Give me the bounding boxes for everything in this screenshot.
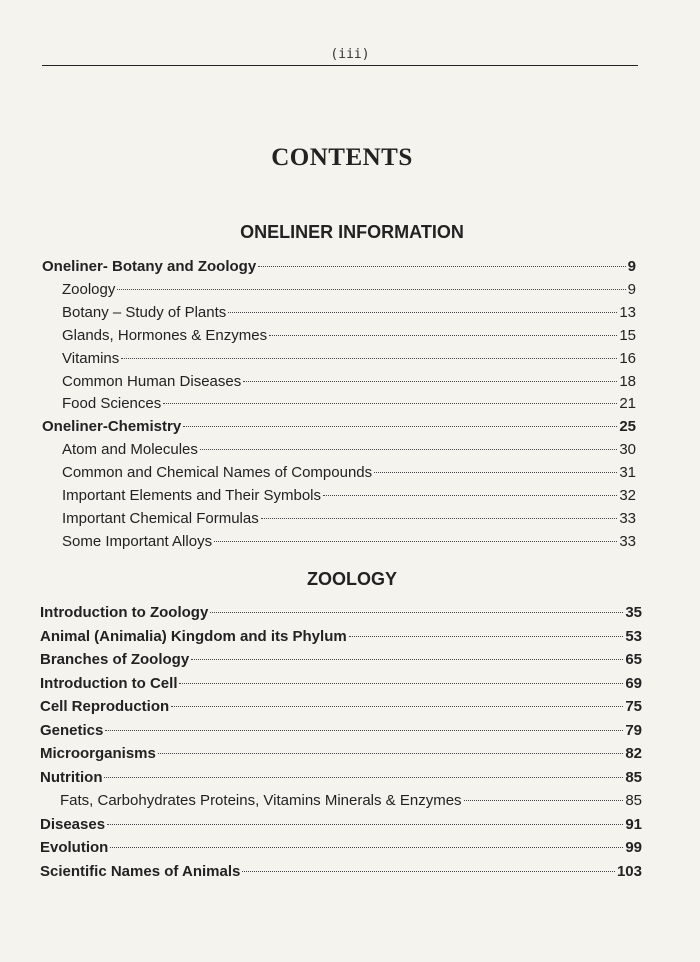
toc-entry-page: 53 [625, 627, 642, 645]
dot-leader [374, 472, 617, 473]
toc-entry-label: Introduction to Zoology [40, 604, 209, 621]
toc-entry [40, 626, 642, 648]
toc-entry-label: Fats, Carbohydrates Proteins, Vitamins Minerals & Enzymes [60, 792, 462, 809]
dot-leader [183, 426, 617, 427]
section-heading-oneliner: ONELINER INFORMATION [240, 222, 464, 242]
dot-leader [243, 381, 617, 382]
dot-leader [323, 495, 617, 496]
toc-entry-page: 79 [625, 721, 642, 739]
toc-entry [62, 462, 636, 484]
section-heading-zoology: ZOOLOGY [307, 569, 397, 589]
toc-entry-label: Scientific Names of Animals [40, 862, 241, 880]
page-title: CONTENTS [271, 144, 413, 171]
toc-entry-label: Nutrition [40, 768, 103, 786]
toc-entry [60, 790, 642, 812]
page-number: (iii) [330, 47, 370, 62]
toc-entry-page: 31 [619, 464, 636, 482]
dot-leader [163, 403, 617, 404]
toc-entry [62, 325, 636, 347]
toc-entry-page: 21 [619, 395, 636, 413]
dot-leader [210, 612, 623, 613]
dot-leader [179, 683, 623, 684]
toc-entry-page: 25 [619, 418, 636, 436]
toc-entry [62, 508, 636, 530]
dot-leader [200, 449, 617, 450]
dot-leader [214, 541, 617, 542]
toc-entry [40, 814, 642, 836]
toc-entry-label: Atom and Molecules [62, 441, 198, 459]
toc-entry-page: 32 [619, 487, 636, 504]
toc-entry [62, 531, 636, 553]
dot-leader [464, 800, 624, 801]
toc-entry-label: Some Important Alloys [62, 532, 213, 550]
toc-entry-page: 82 [625, 745, 642, 762]
toc-entry [40, 861, 642, 883]
dot-leader [117, 289, 625, 290]
toc-entry-label: Important Elements and Their Symbols [62, 487, 322, 504]
dot-leader [104, 777, 623, 778]
toc-entry [40, 743, 642, 765]
toc-entry-label: Branches of Zoology [40, 651, 190, 668]
header-rule [42, 65, 638, 66]
dot-leader [258, 266, 625, 267]
toc-entry [40, 767, 642, 789]
toc-entry-label: Microorganisms [40, 745, 156, 762]
toc-entry [40, 696, 642, 718]
dot-leader [110, 847, 623, 848]
toc-entry-page: 30 [619, 441, 636, 459]
toc-entry-page: 16 [619, 349, 636, 367]
toc-entry-label: Genetics [40, 721, 104, 739]
toc-entry-label: Oneliner- Botany and Zoology [42, 258, 257, 275]
dot-leader [261, 518, 618, 519]
toc-entry-page: 91 [625, 815, 642, 833]
toc-entry-label: Diseases [40, 815, 106, 833]
toc-entry [62, 439, 636, 461]
toc-entry-label: Cell Reproduction [40, 698, 170, 715]
toc-entry [40, 602, 642, 624]
dot-leader [105, 730, 623, 731]
toc-entry [40, 720, 642, 742]
toc-entry-page: 9 [627, 258, 636, 275]
toc-entry [62, 302, 636, 324]
toc-entry [62, 393, 636, 415]
dot-leader [171, 706, 623, 707]
toc-entry [40, 837, 642, 859]
dot-leader [191, 659, 623, 660]
toc-entry-label: Vitamins [62, 349, 120, 367]
dot-leader [269, 335, 617, 336]
toc-entry-page: 103 [616, 862, 642, 880]
toc-entry-page: 15 [619, 326, 636, 344]
toc-entry-page: 85 [625, 768, 642, 786]
toc-entry-page: 75 [625, 698, 642, 715]
toc-entry-label: Botany – Study of Plants [62, 303, 227, 321]
toc-entry-page: 99 [625, 839, 642, 856]
toc-entry-label: Animal (Animalia) Kingdom and its Phylum [40, 627, 347, 645]
toc-entry [62, 485, 636, 507]
dot-leader [107, 824, 623, 825]
toc-entry-page: 33 [619, 509, 636, 527]
toc-entry-page: 33 [619, 532, 636, 550]
dot-leader [158, 753, 623, 754]
toc-entry-page: 18 [619, 372, 636, 390]
toc-entry-page: 13 [619, 303, 636, 321]
toc-entry-label: Common and Chemical Names of Compounds [62, 464, 373, 482]
toc-entry-page: 35 [625, 604, 642, 621]
toc-entry [40, 649, 642, 671]
toc-entry-label: Introduction to Cell [40, 674, 178, 692]
toc-entry [42, 416, 636, 438]
toc-entry [42, 256, 636, 278]
toc-entry-label: Food Sciences [62, 395, 162, 413]
toc-entry-page: 9 [627, 280, 636, 298]
dot-leader [228, 312, 617, 313]
toc-entry-page: 85 [625, 792, 642, 809]
dot-leader [121, 358, 617, 359]
toc-entry [62, 371, 636, 393]
toc-entry-label: Common Human Diseases [62, 372, 242, 390]
toc-entry-label: Important Chemical Formulas [62, 509, 259, 527]
toc-entry-page: 69 [625, 674, 642, 692]
toc-entry-label: Glands, Hormones & Enzymes [62, 326, 268, 344]
toc-entry [40, 673, 642, 695]
toc-entry [62, 348, 636, 370]
toc-entry-label: Oneliner-Chemistry [42, 418, 182, 436]
dot-leader [349, 636, 624, 637]
dot-leader [242, 871, 615, 872]
toc-entry-page: 65 [625, 651, 642, 668]
toc-entry-label: Zoology [62, 280, 116, 298]
toc-entry [62, 279, 636, 301]
toc-entry-label: Evolution [40, 839, 109, 856]
